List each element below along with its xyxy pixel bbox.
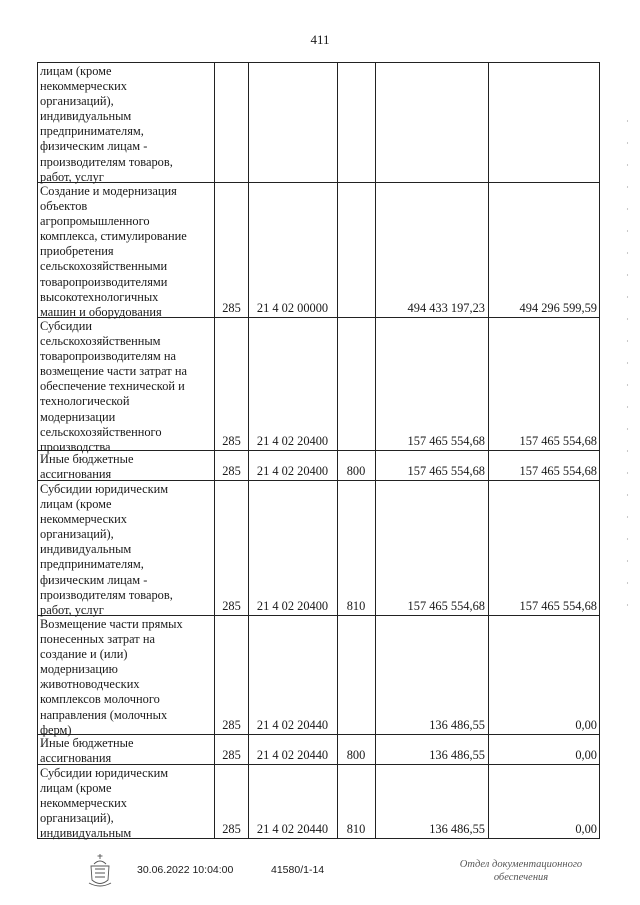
amount-2: 157 465 554,68 <box>519 599 597 613</box>
expense-type-code: 800 <box>346 748 366 762</box>
glav-code: 285 <box>222 599 241 613</box>
target-article-code: 21 4 02 20440 <box>256 748 329 762</box>
row-name: Субсидии сельскохозяйственным товаропроизводителям на возмещение части затрат на обеспечение технической и технологической модернизации сельскохозяйственного производства <box>40 319 187 454</box>
table-row <box>37 480 600 615</box>
table-row <box>37 182 600 317</box>
department-stamp <box>436 858 606 884</box>
expense-type-code: 810 <box>346 822 366 836</box>
budget-table <box>37 62 600 841</box>
stamp-line-1: Отдел документационного <box>459 859 583 870</box>
table-row <box>37 615 600 737</box>
footer-doc-number: 41580/1-14 <box>271 864 325 876</box>
target-article-code: 21 4 02 20400 <box>256 464 329 478</box>
table-row <box>37 764 600 841</box>
row-name: Иные бюджетные ассигнования <box>40 736 134 766</box>
amount-1: 136 486,55 <box>429 748 485 762</box>
amount-1: 494 433 197,23 <box>407 301 485 315</box>
target-article-code: 21 4 02 20400 <box>256 599 329 613</box>
amount-2: 157 465 554,68 <box>519 434 597 448</box>
amount-1: 157 465 554,68 <box>407 434 485 448</box>
row-name: Иные бюджетные ассигнования <box>40 452 134 482</box>
table-row <box>37 62 600 182</box>
glav-code: 285 <box>222 464 241 478</box>
glav-code: 285 <box>222 301 241 315</box>
glav-code: 285 <box>222 718 241 732</box>
row-name: Создание и модернизация объектов агропромышленного комплекса, стимулирование приобретения сельскохозяйственными товаропроизводителями высокотехнологичных машин и оборудования <box>40 184 187 319</box>
target-article-code: 21 4 02 20440 <box>256 822 329 836</box>
row-name: Возмещение части прямых понесенных затрат на создание и (или) модернизацию животноводческих комплексов молочного направления (молочных ферм) <box>40 617 183 737</box>
coat-of-arms-icon <box>86 852 114 890</box>
amount-1: 157 465 554,68 <box>407 599 485 613</box>
row-name: лицам (кроме некоммерческих организаций), индивидуальным предпринимателям, физическим лицам - производителям товаров, работ, услуг <box>40 64 173 184</box>
scan-margin-marks <box>626 110 629 610</box>
expense-type-code: 800 <box>346 464 366 478</box>
amount-2: 0,00 <box>575 718 597 732</box>
table-row <box>37 317 600 454</box>
amount-1: 157 465 554,68 <box>407 464 485 478</box>
amount-2: 0,00 <box>575 748 597 762</box>
glav-code: 285 <box>222 748 241 762</box>
amount-1: 136 486,55 <box>429 718 485 732</box>
glav-code: 285 <box>222 822 241 836</box>
target-article-code: 21 4 02 20440 <box>256 718 329 732</box>
stamp-line-2: обеспечения <box>493 872 549 883</box>
table-row <box>37 450 600 480</box>
amount-2: 0,00 <box>575 822 597 836</box>
page-number: 411 <box>310 32 330 47</box>
target-article-code: 21 4 02 20400 <box>256 434 329 448</box>
row-name: Субсидии юридическим лицам (кроме некоммерческих организаций), индивидуальным <box>40 766 169 841</box>
footer-datetime: 30.06.2022 10:04:00 <box>137 864 234 876</box>
expense-type-code: 810 <box>346 599 366 613</box>
target-article-code: 21 4 02 00000 <box>256 301 329 315</box>
amount-2: 494 296 599,59 <box>519 301 597 315</box>
glav-code: 285 <box>222 434 241 448</box>
table-row <box>37 734 600 764</box>
amount-2: 157 465 554,68 <box>519 464 597 478</box>
amount-1: 136 486,55 <box>429 822 485 836</box>
row-name: Субсидии юридическим лицам (кроме некоммерческих организаций), индивидуальным предпринимателям, физическим лицам - производителям товаров, работ, услуг <box>40 482 173 617</box>
